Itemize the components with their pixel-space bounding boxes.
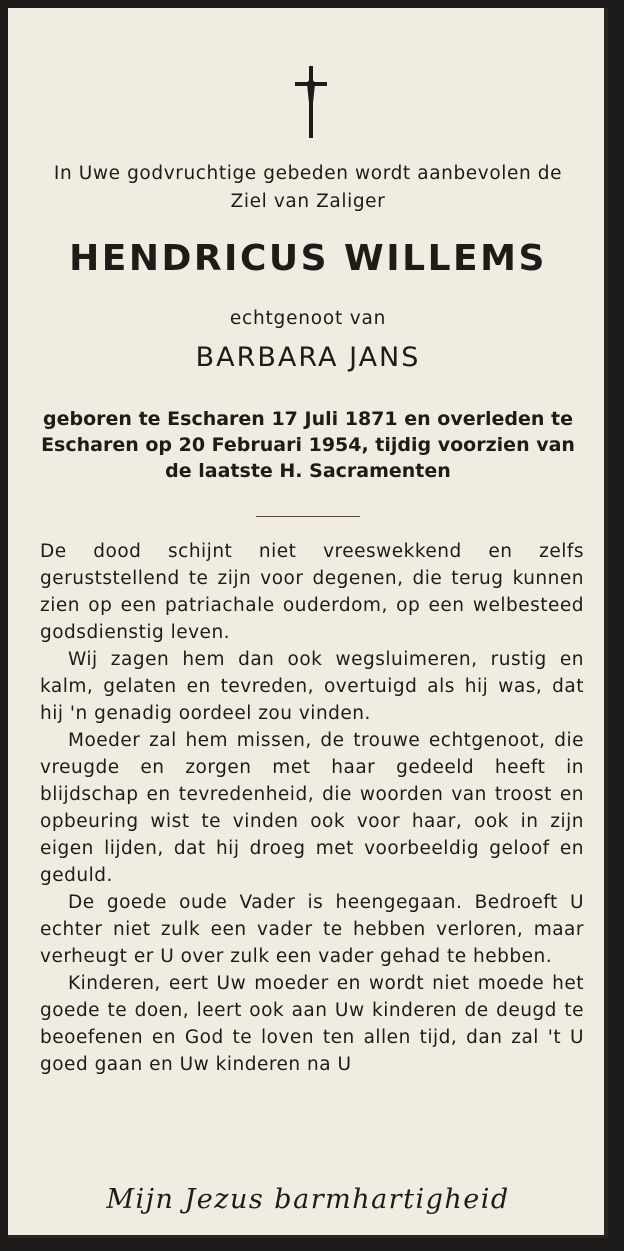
cross-icon (291, 64, 331, 144)
paragraph: De goede oude Vader is heengegaan. Bedroeft U echter niet zulk een vader te hebben verloren, maar verheugt er U over zulk een vader gehad te hebben. (40, 892, 584, 967)
deceased-name: HENDRICUS WILLEMS (69, 238, 547, 279)
paragraph: Kinderen, eert Uw moeder en wordt niet moede het goede te doen, leert ook aan Uw kinderen de deugd te beoefenen en God te loven ten allen tijd, dan zal 't U goed gaan en Uw kinderen na U (40, 973, 584, 1075)
closing-prayer: Mijn Jezus barmhartigheid (106, 1184, 510, 1215)
memorial-card (8, 8, 608, 1238)
paragraph: De dood schijnt niet vreeswekkend en zelfs geruststellend te zijn voor degenen, die terug kunnen zien op een patriachale ouderdom, op een welbesteed godsdienstig leven. (40, 541, 584, 643)
paragraph: Moeder zal hem missen, de trouwe echtgenoot, die vreugde en zorgen met haar gedeeld heeft in blijdschap en tevredenheid, die woorden van troost en opbeuring wist te vinden ook voor haar, ook in zijn eigen lijden, dat hij droeg met voorbeeldig geloof en geduld. (40, 730, 584, 886)
paragraph: Wij zagen hem dan ook wegsluimeren, rustig en kalm, gelaten en tevreden, overtuigd als hij was, dat hij 'n genadig oordeel zou vinden. (40, 649, 584, 724)
body-text (40, 538, 584, 1078)
spouse-name: BARBARA JANS (195, 342, 421, 373)
divider (256, 516, 360, 517)
life-dates: geboren te Escharen 17 Juli 1871 en overleden te Escharen op 20 Februari 1954, tijdig voorzien van de laatste H. Sacramenten (41, 408, 575, 482)
spouse-label: echtgenoot van (229, 308, 387, 329)
intro-text: In Uwe godvruchtige gebeden wordt aanbevolen de Ziel van Zaliger (53, 163, 563, 212)
